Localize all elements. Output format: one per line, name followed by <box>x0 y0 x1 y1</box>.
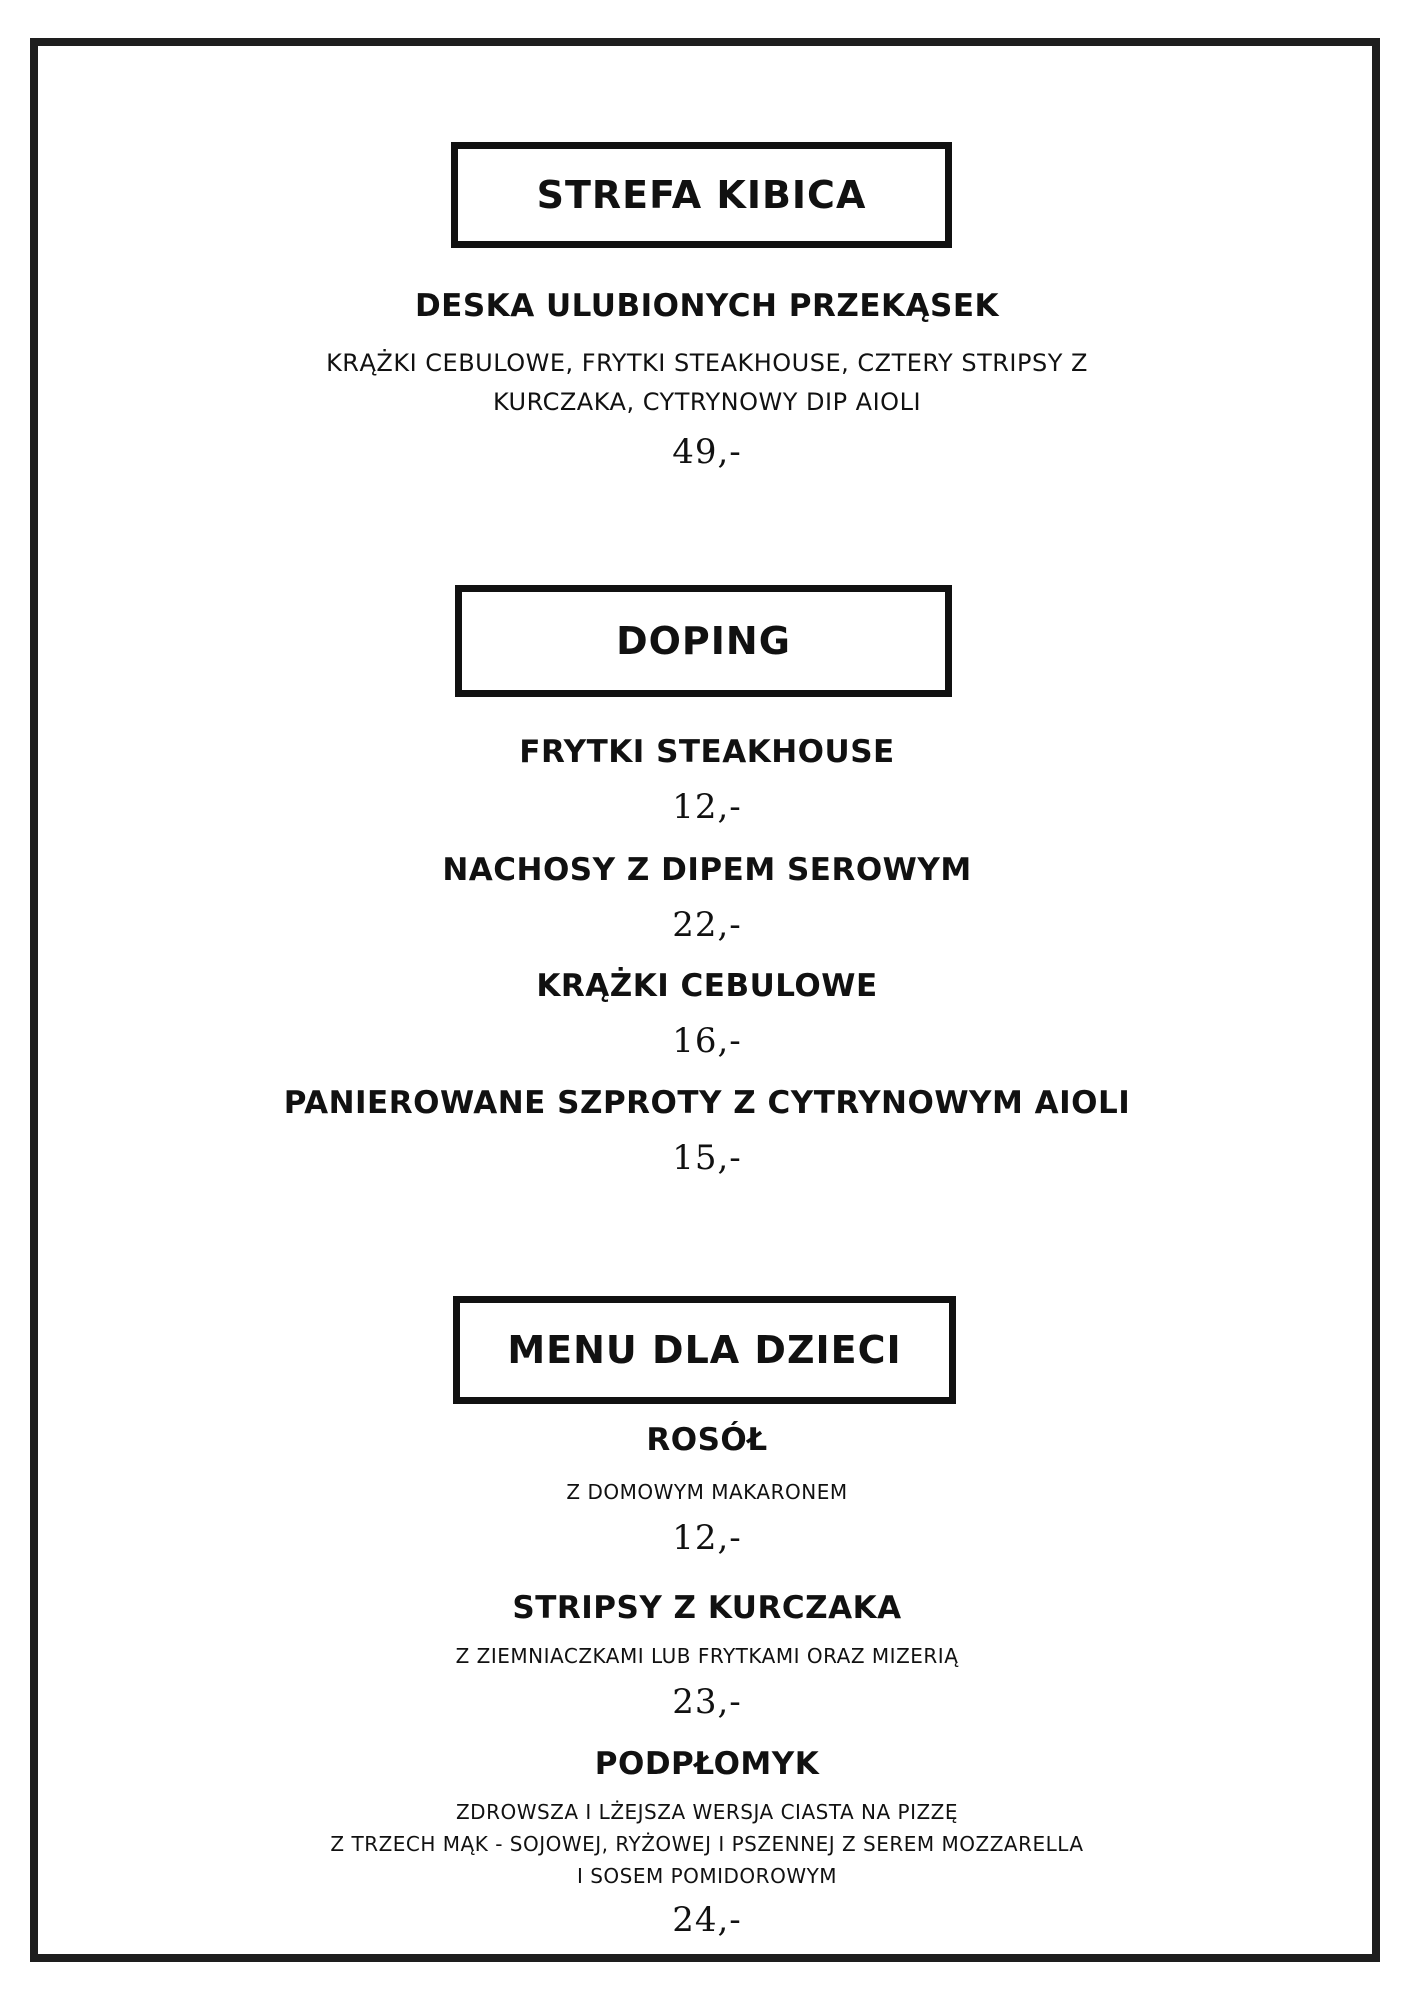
item-description: Z ZIEMNIACZKAMI LUB FRYTKAMI ORAZ MIZERIĄ <box>455 1644 959 1668</box>
item-name: STRIPSY Z KURCZAKA <box>512 1590 902 1626</box>
item-name: KRĄŻKI CEBULOWE <box>536 968 878 1004</box>
item-name: PANIEROWANE SZPROTY Z CYTRYNOWYM AIOLI <box>283 1085 1131 1121</box>
section-header-doping <box>455 585 952 697</box>
item-description: KURCZAKA, CYTRYNOWY DIP AIOLI <box>492 388 922 416</box>
item-price: 23,- <box>672 1682 742 1722</box>
item-price: 24,- <box>672 1900 742 1940</box>
item-price: 16,- <box>672 1021 742 1061</box>
section-header-menu-dla-dzieci <box>453 1296 956 1404</box>
item-name: DESKA ULUBIONYCH PRZEKĄSEK <box>414 288 1000 324</box>
section-title: DOPING <box>616 619 791 663</box>
item-price: 12,- <box>672 787 742 827</box>
item-price: 15,- <box>672 1138 742 1178</box>
item-name: PODPŁOMYK <box>594 1746 820 1782</box>
item-description: I SOSEM POMIDOROWYM <box>576 1864 838 1888</box>
section-title: STREFA KIBICA <box>536 173 867 217</box>
item-name: FRYTKI STEAKHOUSE <box>519 734 895 770</box>
section-header-strefa-kibica <box>451 142 952 248</box>
item-price: 22,- <box>672 905 742 945</box>
item-description: Z TRZECH MĄK - SOJOWEJ, RYŻOWEJ I PSZENNEJ Z SEREM MOZZARELLA <box>330 1832 1084 1856</box>
item-name: ROSÓŁ <box>646 1422 768 1458</box>
item-name: NACHOSY Z DIPEM SEROWYM <box>442 852 972 888</box>
item-description: KRĄŻKI CEBULOWE, FRYTKI STEAKHOUSE, CZTERY STRIPSY Z <box>326 349 1088 377</box>
item-description: ZDROWSZA I LŻEJSZA WERSJA CIASTA NA PIZZĘ <box>455 1800 959 1824</box>
item-price: 12,- <box>672 1518 742 1558</box>
section-title: MENU DLA DZIECI <box>507 1328 902 1372</box>
item-description: Z DOMOWYM MAKARONEM <box>566 1480 848 1504</box>
item-price: 49,- <box>672 432 742 472</box>
